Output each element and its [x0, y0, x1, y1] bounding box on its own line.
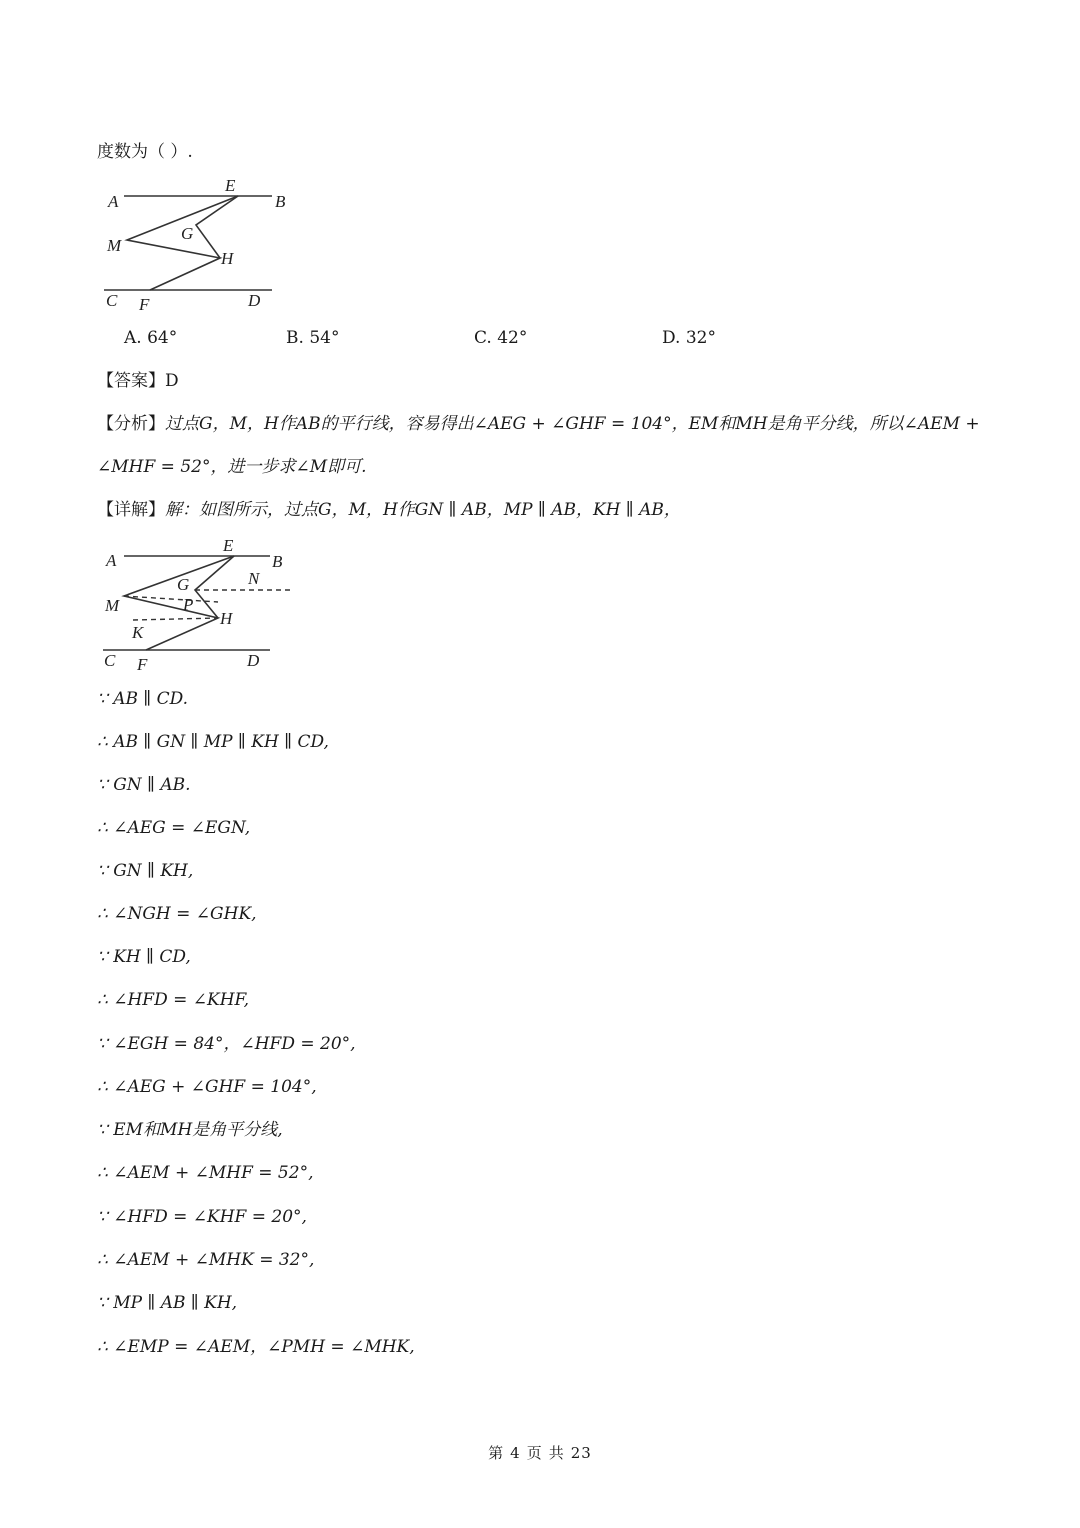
label-a: A: [106, 551, 117, 570]
dashed-kh: [133, 618, 218, 620]
label-m: M: [107, 236, 122, 255]
label-c: C: [106, 291, 118, 310]
proof-step: ∵ KH ∥ CD,: [97, 947, 191, 967]
option-b: B. 54°: [286, 328, 340, 348]
label-h: H: [221, 249, 234, 268]
label-p: P: [183, 595, 194, 614]
answer-line: [97, 369, 179, 393]
option-a: A. 64°: [124, 328, 178, 348]
proof-step: ∴ ∠AEM + ∠MHF = 52°,: [97, 1163, 314, 1183]
detail-intro: 【详解】解：如图所示，过点G，M，H作GN ∥ AB，MP ∥ AB，KH ∥ AB，: [97, 500, 681, 520]
label-g: G: [181, 224, 194, 243]
page-footer: 第 4 页 共 23: [488, 1444, 592, 1462]
analysis-tag: 【分析】: [97, 414, 165, 434]
analysis-line-1: 【分析】过点G，M，H作AB的平行线，容易得出∠AEG + ∠GHF = 104°，EM和MH是角平分线，所以∠AEM +: [97, 414, 980, 434]
answer-tag: 【答案】: [97, 371, 165, 391]
geometry-figure-2: [100, 532, 300, 677]
proof-step: ∵ GN ∥ KH,: [97, 861, 194, 881]
proof-step: ∵ EM和MH是角平分线,: [97, 1120, 283, 1140]
proof-step: ∵ MP ∥ AB ∥ KH,: [97, 1293, 238, 1313]
label-f: F: [137, 655, 148, 674]
proof-step: ∵ ∠HFD = ∠KHF = 20°,: [97, 1207, 307, 1227]
label-g: G: [177, 575, 190, 594]
label-f: F: [139, 295, 150, 314]
analysis-line-2: ∠MHF = 52°，进一步求∠M即可.: [97, 457, 367, 477]
proof-step: ∵ ∠EGH = 84°，∠HFD = 20°,: [97, 1034, 356, 1054]
geometry-figure-1: [100, 172, 300, 317]
label-b: B: [275, 192, 286, 211]
proof-step: ∴ ∠HFD = ∠KHF,: [97, 990, 250, 1010]
label-c: C: [104, 651, 116, 670]
label-d: D: [247, 651, 260, 670]
page-total: 23: [570, 1444, 592, 1462]
option-c: C. 42°: [474, 328, 528, 348]
proof-step: ∴ ∠AEM + ∠MHK = 32°,: [97, 1250, 315, 1270]
label-a: A: [108, 192, 119, 211]
proof-step: ∴ AB ∥ GN ∥ MP ∥ KH ∥ CD,: [97, 732, 329, 752]
question-text: 度数为（ ）.: [97, 142, 193, 162]
option-d: D. 32°: [662, 328, 716, 348]
page-number: 4: [510, 1444, 521, 1462]
label-d: D: [248, 291, 261, 310]
proof-step: ∵ AB ∥ CD.: [97, 689, 189, 709]
proof-step: ∴ ∠EMP = ∠AEM，∠PMH = ∠MHK,: [97, 1337, 415, 1357]
answer-value: D: [165, 371, 179, 391]
label-b: B: [272, 552, 283, 571]
label-k: K: [132, 623, 144, 642]
label-n: N: [248, 569, 260, 588]
label-m: M: [105, 596, 120, 615]
label-e: E: [223, 536, 234, 555]
proof-step: ∴ ∠AEG = ∠EGN,: [97, 818, 251, 838]
proof-step: ∴ ∠AEG + ∠GHF = 104°,: [97, 1077, 317, 1097]
detail-tag: 【详解】: [97, 500, 165, 520]
proof-step: ∵ GN ∥ AB.: [97, 775, 191, 795]
label-e: E: [225, 176, 236, 195]
zigzag-path: [127, 196, 238, 290]
label-h: H: [220, 609, 233, 628]
proof-step: ∴ ∠NGH = ∠GHK,: [97, 904, 257, 924]
